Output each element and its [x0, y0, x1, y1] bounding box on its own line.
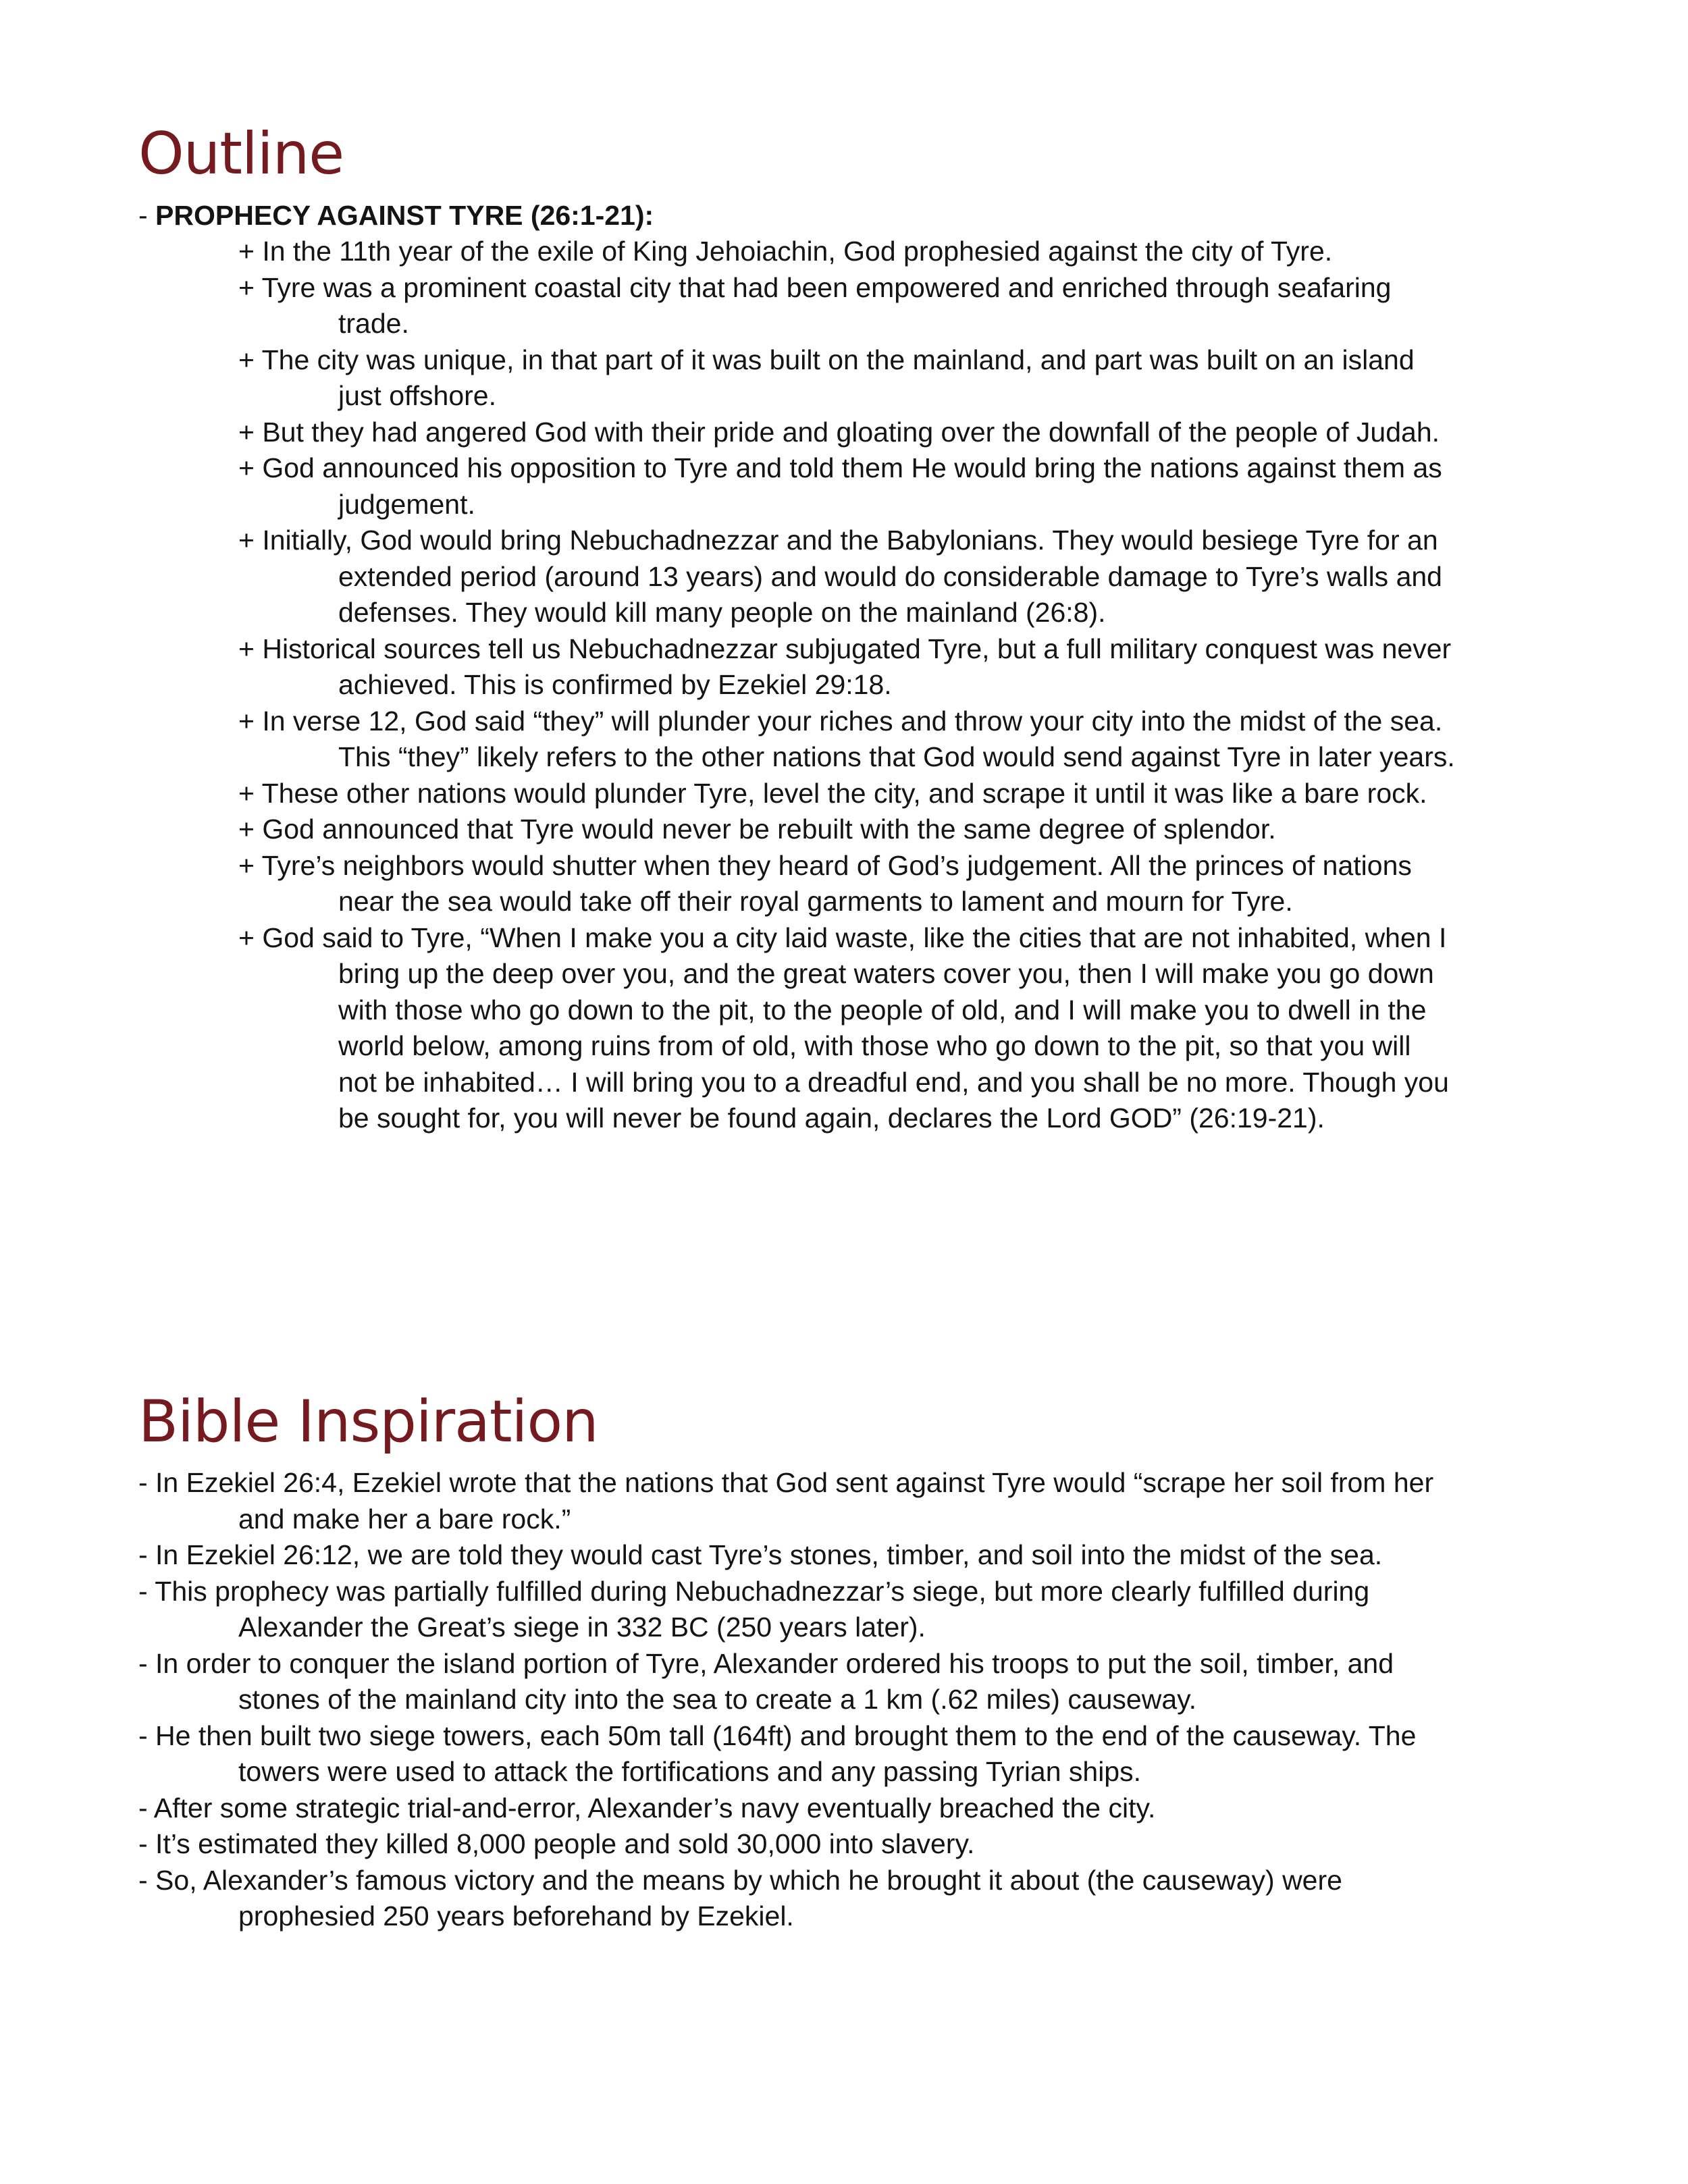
bible-inspiration-list — [138, 1465, 1433, 1935]
item-continuation-line: judgement. — [338, 488, 475, 520]
list-item — [238, 631, 1455, 703]
list-item — [138, 1537, 1433, 1574]
list-item — [238, 342, 1455, 415]
item-continuation-line: extended period (around 13 years) and would do considerable damage to Tyre’s walls and — [338, 560, 1442, 592]
item-line: + But they had angered God with their pride and gloating over the downfall of the people of Judah. — [238, 416, 1440, 448]
item-line: + In verse 12, God said “they” will plunder your riches and throw your city into the midst of the sea. — [238, 705, 1443, 737]
item-line: + Tyre’s neighbors would shutter when they heard of God’s judgement. All the princes of nations — [238, 849, 1412, 881]
list-item — [238, 415, 1455, 451]
item-line: - In Ezekiel 26:12, we are told they would cast Tyre’s stones, timber, and soil into the midst of the sea. — [138, 1539, 1383, 1570]
item-line: + God announced his opposition to Tyre and told them He would bring the nations against them as — [238, 452, 1442, 483]
item-line: - So, Alexander’s famous victory and the means by which he brought it about (the causeway) were — [138, 1864, 1342, 1896]
item-line: - In Ezekiel 26:4, Ezekiel wrote that the nations that God sent against Tyre would “scrape her soil from her — [138, 1467, 1434, 1498]
item-continuation-line: towers were used to attack the fortifications and any passing Tyrian ships. — [238, 1756, 1142, 1787]
list-item — [238, 234, 1455, 270]
section-title: PROPHECY AGAINST TYRE (26:1-21): — [155, 200, 654, 231]
item-continuation-line: prophesied 250 years beforehand by Ezekiel. — [238, 1900, 794, 1932]
item-continuation-line: near the sea would take off their royal garments to lament and mourn for Tyre. — [338, 886, 1293, 917]
list-item — [138, 1574, 1433, 1646]
item-continuation-line: Alexander the Great’s siege in 332 BC (250 years later). — [238, 1612, 926, 1643]
outline-heading: Outline — [138, 120, 344, 188]
list-item — [138, 1465, 1433, 1537]
list-item — [238, 811, 1455, 848]
item-line: + God said to Tyre, “When I make you a city laid waste, like the cities that are not inhabited, when I — [238, 922, 1447, 953]
item-line: + God announced that Tyre would never be rebuilt with the same degree of splendor. — [238, 814, 1276, 845]
item-line: + These other nations would plunder Tyre, level the city, and scrape it until it was like a bare rock. — [238, 777, 1427, 809]
item-continuation-line: bring up the deep over you, and the great waters cover you, then I will make you go down — [338, 958, 1434, 989]
item-line: + The city was unique, in that part of it was built on the mainland, and part was built on an island — [238, 344, 1415, 375]
item-continuation-line: just offshore. — [338, 380, 496, 411]
list-item — [238, 848, 1455, 920]
item-continuation-line: not be inhabited… I will bring you to a dreadful end, and you shall be no more. Though you — [338, 1066, 1449, 1098]
list-item — [138, 1826, 1433, 1863]
section-title-line — [138, 198, 654, 234]
item-line: + In the 11th year of the exile of King Jehoiachin, God prophesied against the city of Tyre. — [238, 236, 1333, 267]
list-item — [238, 776, 1455, 812]
item-continuation-line: stones of the mainland city into the sea to create a 1 km (.62 miles) causeway. — [238, 1684, 1196, 1715]
item-continuation-line: world below, among ruins from of old, with those who go down to the pit, so that you will — [338, 1030, 1411, 1061]
section-prefix: - — [138, 200, 156, 231]
list-item — [138, 1790, 1433, 1827]
item-line: - He then built two siege towers, each 50m tall (164ft) and brought them to the end of the causeway. The — [138, 1720, 1417, 1751]
item-line: + Tyre was a prominent coastal city that had been empowered and enriched through seafaring — [238, 271, 1392, 303]
item-line: - In order to conquer the island portion of Tyre, Alexander ordered his troops to put the soil, timber, and — [138, 1647, 1394, 1679]
item-line: - It’s estimated they killed 8,000 people and sold 30,000 into slavery. — [138, 1828, 975, 1859]
item-continuation-line: and make her a bare rock.” — [238, 1503, 571, 1535]
list-item — [138, 1718, 1433, 1790]
bible-inspiration-heading: Bible Inspiration — [138, 1388, 598, 1456]
item-line: - After some strategic trial-and-error, Alexander’s navy eventually breached the city. — [138, 1792, 1156, 1823]
list-item — [238, 450, 1455, 523]
item-line: + Historical sources tell us Nebuchadnezzar subjugated Tyre, but a full military conquest was never — [238, 633, 1452, 664]
outline-list — [238, 234, 1455, 1137]
item-continuation-line: achieved. This is confirmed by Ezekiel 29:18. — [338, 669, 892, 700]
item-continuation-line: be sought for, you will never be found again, declares the Lord GOD” (26:19-21). — [338, 1102, 1325, 1134]
list-item — [138, 1646, 1433, 1718]
list-item — [238, 523, 1455, 631]
item-continuation-line: This “they” likely refers to the other nations that God would send against Tyre in later years. — [338, 741, 1455, 772]
item-continuation-line: defenses. They would kill many people on the mainland (26:8). — [338, 597, 1106, 628]
item-continuation-line: trade. — [338, 308, 409, 339]
list-item — [238, 270, 1455, 342]
item-line: + Initially, God would bring Nebuchadnezzar and the Babylonians. They would besiege Tyre for an — [238, 525, 1438, 556]
item-continuation-line: with those who go down to the pit, to the people of old, and I will make you to dwell in the — [338, 994, 1427, 1026]
list-item — [238, 703, 1455, 776]
item-line: - This prophecy was partially fulfilled during Nebuchadnezzar’s siege, but more clearly fulfilled during — [138, 1575, 1370, 1607]
list-item — [238, 920, 1455, 1137]
list-item — [138, 1863, 1433, 1935]
